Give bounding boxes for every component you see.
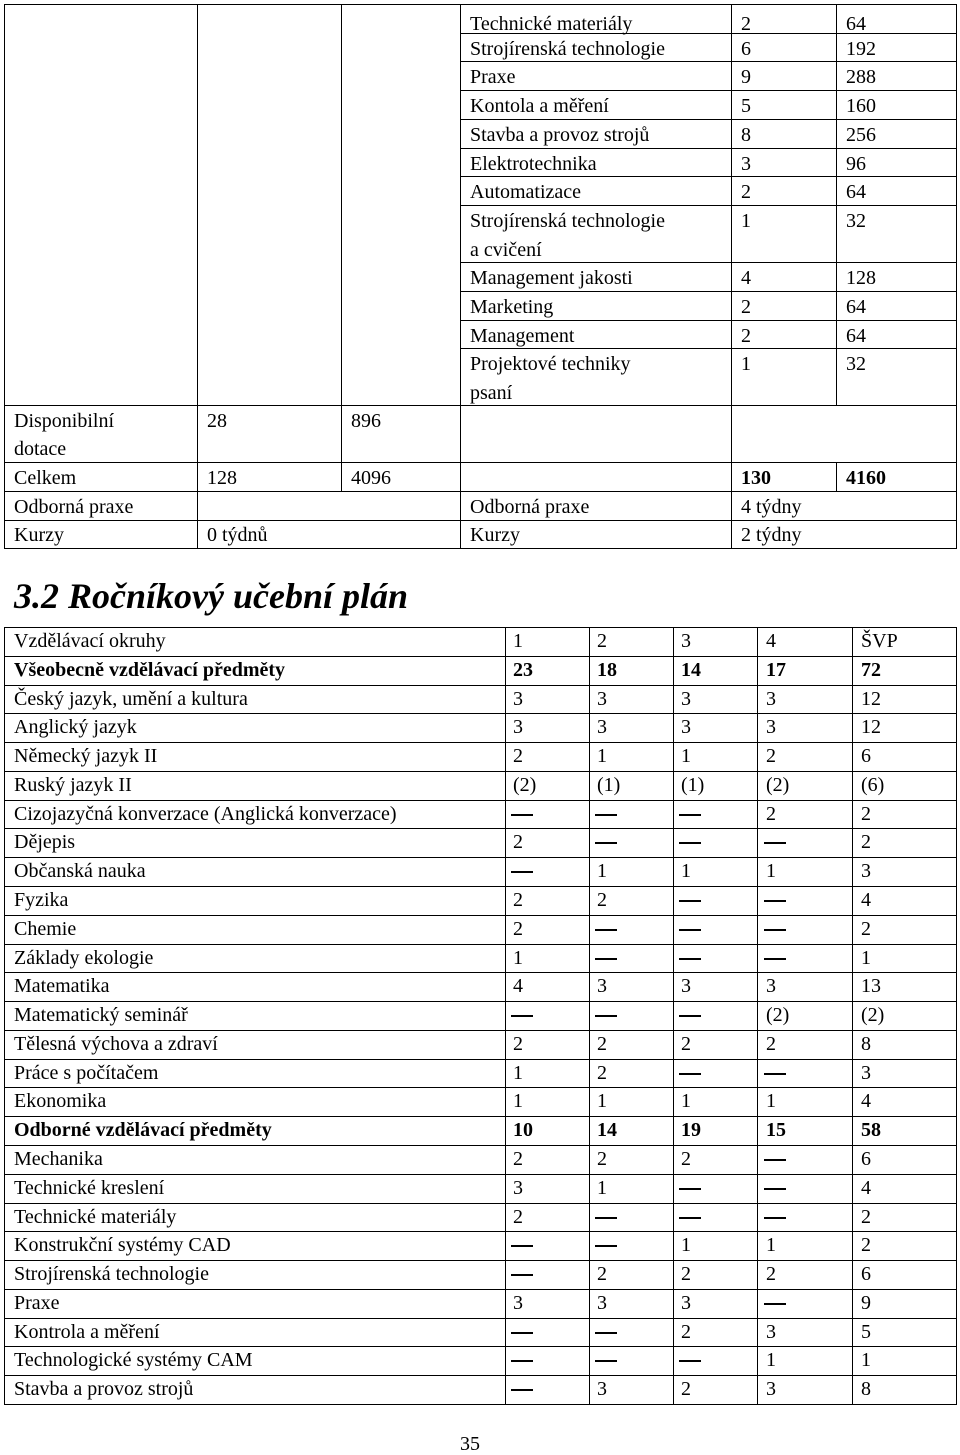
subject-name: Praxe: [14, 1292, 60, 1314]
hours-cell: 8: [861, 1378, 871, 1400]
hours-cell: 2: [766, 1263, 776, 1285]
hours-cell: 3: [597, 1378, 607, 1400]
hours-cell: 10: [513, 1119, 533, 1141]
hours-cell: 3: [861, 860, 871, 882]
weekly-hours: 1: [741, 353, 751, 375]
dash-mark: [595, 929, 617, 931]
hours-cell: 2: [597, 1062, 607, 1084]
hours-cell: (2): [766, 1004, 790, 1026]
weekly-hours: 2: [741, 325, 751, 347]
table-border: [852, 627, 853, 1405]
hours-cell: 4: [861, 1090, 871, 1112]
hours-cell: 3: [513, 1292, 523, 1314]
dash-mark: [764, 1073, 786, 1075]
hours-cell: 1: [597, 745, 607, 767]
dash-mark: [679, 814, 701, 816]
hours-cell: 19: [681, 1119, 701, 1141]
dash-mark: [595, 842, 617, 844]
hours-cell: 2: [513, 1148, 523, 1170]
hours-cell: 2: [766, 803, 776, 825]
column-header-year: ŠVP: [861, 630, 898, 652]
weekly-hours: 1: [741, 210, 751, 232]
table-border: [4, 1030, 957, 1031]
dash-mark: [511, 1332, 533, 1334]
weekly-hours: 128: [207, 467, 237, 489]
total-hours: 64: [846, 181, 866, 203]
dash-mark: [511, 1245, 533, 1247]
subject-name: Automatizace: [470, 181, 582, 203]
column-header-year: 2: [597, 630, 607, 652]
dash-mark: [511, 1360, 533, 1362]
table-border: [589, 627, 590, 1405]
dash-mark: [595, 1217, 617, 1219]
hours-cell: 2: [513, 918, 523, 940]
hours-cell: 23: [513, 659, 533, 681]
dash-mark: [679, 1073, 701, 1075]
subject-name: Tělesná výchova a zdraví: [14, 1033, 218, 1055]
subject-name: Strojírenská technologie: [470, 38, 665, 60]
dash-mark: [679, 1217, 701, 1219]
dash-mark: [511, 1389, 533, 1391]
subject-name: Technické materiály: [470, 13, 633, 35]
hours-cell: (6): [861, 774, 885, 796]
total-hours: 64: [846, 13, 866, 35]
table-border: [4, 1318, 957, 1319]
hours-cell: 3: [681, 975, 691, 997]
table-border: [505, 627, 506, 1405]
total-hours: 64: [846, 325, 866, 347]
subject-name: Matematický seminář: [14, 1004, 188, 1026]
table-border: [4, 944, 957, 945]
total-hours: 64: [846, 296, 866, 318]
subject-name: Kontrola a měření: [14, 1321, 160, 1343]
hours-cell: 3: [681, 688, 691, 710]
hours-cell: 3: [681, 1292, 691, 1314]
subject-name: Kontola a měření: [470, 95, 609, 117]
hours-cell: 1: [513, 1090, 523, 1112]
hours-cell: 2: [513, 889, 523, 911]
subject-name: Český jazyk, umění a kultura: [14, 688, 248, 710]
hours-cell: 1: [681, 860, 691, 882]
dash-mark: [679, 842, 701, 844]
dash-mark: [595, 958, 617, 960]
row-label: Kurzy: [470, 524, 520, 546]
column-header-year: 3: [681, 630, 691, 652]
hours-cell: (2): [766, 774, 790, 796]
weekly-hours: 4: [741, 267, 751, 289]
total-hours: 32: [846, 353, 866, 375]
table-border: [4, 1203, 957, 1204]
hours-cell: 6: [861, 1263, 871, 1285]
hours-cell: 2: [513, 745, 523, 767]
subject-name: psaní: [470, 382, 513, 404]
total-hours: 32: [846, 210, 866, 232]
table-border: [4, 685, 957, 686]
hours-cell: 3: [513, 716, 523, 738]
hours-cell: 3: [513, 1177, 523, 1199]
hours-cell: 3: [861, 1062, 871, 1084]
hours-cell: 1: [766, 1349, 776, 1371]
column-header-year: 1: [513, 630, 523, 652]
hours-cell: 8: [861, 1033, 871, 1055]
duration-value: 4 týdny: [741, 496, 802, 518]
hours-cell: 12: [861, 716, 881, 738]
subject-name: Občanská nauka: [14, 860, 146, 882]
dash-mark: [511, 814, 533, 816]
subject-name: Elektrotechnika: [470, 153, 597, 175]
subject-name: Odborné vzdělávací předměty: [14, 1119, 272, 1141]
dash-mark: [764, 900, 786, 902]
hours-cell: 14: [597, 1119, 617, 1141]
dash-mark: [511, 1015, 533, 1017]
table-border: [4, 1174, 957, 1175]
subject-name: Marketing: [470, 296, 554, 318]
subject-name: Chemie: [14, 918, 77, 940]
subject-name: Práce s počítačem: [14, 1062, 159, 1084]
column-header-area: Vzdělávací okruhy: [14, 630, 166, 652]
hours-cell: 12: [861, 688, 881, 710]
hours-cell: 2: [766, 745, 776, 767]
table-border: [757, 627, 758, 1405]
hours-cell: 2: [861, 803, 871, 825]
subject-name: Stavba a provoz strojů: [14, 1378, 194, 1400]
hours-cell: 15: [766, 1119, 786, 1141]
subject-name: Praxe: [470, 66, 516, 88]
hours-cell: 2: [861, 1234, 871, 1256]
row-label: Odborná praxe: [14, 496, 134, 518]
column-header-year: 4: [766, 630, 776, 652]
hours-cell: 3: [766, 688, 776, 710]
hours-cell: 6: [861, 745, 871, 767]
hours-cell: 1: [861, 947, 871, 969]
hours-cell: 2: [861, 1206, 871, 1228]
hours-cell: 1: [681, 1090, 691, 1112]
hours-cell: 17: [766, 659, 786, 681]
hours-cell: 3: [597, 716, 607, 738]
hours-cell: 4: [513, 975, 523, 997]
hours-cell: 2: [681, 1033, 691, 1055]
dash-mark: [764, 1303, 786, 1305]
total-hours: 160: [846, 95, 876, 117]
hours-cell: 2: [681, 1263, 691, 1285]
hours-cell: 2: [597, 1033, 607, 1055]
total-hours: 4160: [846, 467, 886, 489]
duration-value: 0 týdnů: [207, 524, 268, 546]
hours-cell: 2: [513, 831, 523, 853]
subject-name: Ekonomika: [14, 1090, 107, 1112]
hours-cell: 1: [513, 1062, 523, 1084]
subject-name: Základy ekologie: [14, 947, 154, 969]
hours-cell: 9: [861, 1292, 871, 1314]
hours-cell: 2: [597, 889, 607, 911]
hours-cell: 1: [597, 1090, 607, 1112]
hours-cell: 4: [861, 889, 871, 911]
hours-cell: (2): [513, 774, 537, 796]
row-label: Odborná praxe: [470, 496, 590, 518]
hours-cell: 2: [766, 1033, 776, 1055]
subject-name: Mechanika: [14, 1148, 103, 1170]
table-border: [956, 627, 957, 1405]
table-border: [4, 1375, 957, 1376]
hours-cell: 18: [597, 659, 617, 681]
total-hours: 896: [351, 410, 381, 432]
weekly-hours: 2: [741, 181, 751, 203]
hours-cell: 3: [597, 1292, 607, 1314]
row-label: Celkem: [14, 467, 77, 489]
weekly-hours: 6: [741, 38, 751, 60]
total-hours: 288: [846, 66, 876, 88]
section-heading: 3.2 Ročníkový učební plán: [14, 576, 408, 616]
hours-cell: 3: [766, 975, 776, 997]
subject-name: Technické kreslení: [14, 1177, 165, 1199]
subject-name: Technické materiály: [14, 1206, 177, 1228]
subject-name: Technologické systémy CAM: [14, 1349, 253, 1371]
hours-cell: 2: [861, 918, 871, 940]
dash-mark: [764, 929, 786, 931]
hours-cell: 1: [766, 860, 776, 882]
subject-name: Strojírenská technologie: [14, 1263, 209, 1285]
hours-cell: 3: [766, 1378, 776, 1400]
hours-cell: 1: [597, 1177, 607, 1199]
weekly-hours: 130: [741, 467, 771, 489]
hours-cell: 3: [766, 1321, 776, 1343]
subject-name: Management jakosti: [470, 267, 633, 289]
hours-cell: (1): [597, 774, 621, 796]
weekly-hours: 5: [741, 95, 751, 117]
row-label: Kurzy: [14, 524, 64, 546]
subject-name: Anglický jazyk: [14, 716, 137, 738]
table-border: [4, 656, 957, 657]
duration-value: 2 týdny: [741, 524, 802, 546]
page-number: 35: [460, 1433, 480, 1455]
hours-cell: 1: [513, 947, 523, 969]
hours-cell: 2: [681, 1321, 691, 1343]
table-border: [4, 1116, 957, 1117]
table-border: [4, 1404, 957, 1405]
subject-name: Ruský jazyk II: [14, 774, 132, 796]
hours-cell: 13: [861, 975, 881, 997]
table-border: [4, 1289, 957, 1290]
subject-name: Strojírenská technologie: [470, 210, 665, 232]
dash-mark: [595, 1015, 617, 1017]
dash-mark: [679, 900, 701, 902]
dash-mark: [679, 1360, 701, 1362]
dash-mark: [511, 1274, 533, 1276]
table-border: [4, 857, 957, 858]
row-label: Disponibilní: [14, 410, 115, 432]
hours-cell: 1: [766, 1234, 776, 1256]
total-hours: 96: [846, 153, 866, 175]
subject-name: Konstrukční systémy CAD: [14, 1234, 231, 1256]
table-border: [4, 1087, 957, 1088]
table-border: [4, 972, 957, 973]
hours-cell: 3: [681, 716, 691, 738]
row-label: dotace: [14, 438, 67, 460]
dash-mark: [764, 1188, 786, 1190]
subject-name: Všeobecně vzdělávací předměty: [14, 659, 286, 681]
subject-name: Matematika: [14, 975, 110, 997]
subject-name: Fyzika: [14, 889, 69, 911]
total-hours: 192: [846, 38, 876, 60]
dash-mark: [679, 1015, 701, 1017]
weekly-hours: 9: [741, 66, 751, 88]
hours-cell: 2: [513, 1206, 523, 1228]
dash-mark: [764, 1159, 786, 1161]
table-border: [673, 627, 674, 1405]
dash-mark: [595, 1245, 617, 1247]
table-border: [4, 1231, 957, 1232]
hours-cell: 58: [861, 1119, 881, 1141]
hours-cell: 2: [681, 1148, 691, 1170]
hours-cell: 2: [681, 1378, 691, 1400]
hours-cell: (1): [681, 774, 705, 796]
table-border: [4, 800, 957, 801]
dash-mark: [764, 958, 786, 960]
dash-mark: [595, 1360, 617, 1362]
hours-cell: (2): [861, 1004, 885, 1026]
dash-mark: [764, 1217, 786, 1219]
hours-cell: 1: [681, 745, 691, 767]
hours-cell: 3: [597, 688, 607, 710]
hours-cell: 1: [597, 860, 607, 882]
hours-cell: 14: [681, 659, 701, 681]
hours-cell: 1: [766, 1090, 776, 1112]
table-border: [4, 627, 5, 1405]
table-border: [4, 627, 957, 628]
total-hours: 4096: [351, 467, 391, 489]
table-border: [4, 771, 957, 772]
subject-name: Dějepis: [14, 831, 76, 853]
table-border: [4, 886, 957, 887]
dash-mark: [595, 1332, 617, 1334]
dash-mark: [511, 871, 533, 873]
dash-mark: [679, 958, 701, 960]
hours-cell: 3: [597, 975, 607, 997]
hours-cell: 2: [861, 831, 871, 853]
table-border: [4, 1001, 957, 1002]
hours-cell: 2: [513, 1033, 523, 1055]
subject-name: Stavba a provoz strojů: [470, 124, 650, 146]
hours-cell: 5: [861, 1321, 871, 1343]
hours-cell: 1: [681, 1234, 691, 1256]
hours-cell: 2: [597, 1148, 607, 1170]
hours-cell: 4: [861, 1177, 871, 1199]
table-border: [4, 1145, 957, 1146]
weekly-hours: 2: [741, 296, 751, 318]
table-border: [4, 915, 957, 916]
hours-cell: 3: [513, 688, 523, 710]
table-border: [4, 828, 957, 829]
weekly-hours: 28: [207, 410, 227, 432]
dash-mark: [764, 842, 786, 844]
table-border: [4, 713, 957, 714]
total-hours: 256: [846, 124, 876, 146]
dash-mark: [679, 1188, 701, 1190]
hours-cell: 1: [861, 1349, 871, 1371]
subject-name: a cvičení: [470, 239, 542, 261]
dash-mark: [595, 814, 617, 816]
subject-name: Německý jazyk II: [14, 745, 158, 767]
weekly-hours: 8: [741, 124, 751, 146]
table-border: [4, 1260, 957, 1261]
hours-cell: 6: [861, 1148, 871, 1170]
weekly-hours: 2: [741, 13, 751, 35]
total-hours: 128: [846, 267, 876, 289]
hours-cell: 3: [766, 716, 776, 738]
weekly-hours: 3: [741, 153, 751, 175]
subject-name: Cizojazyčná konverzace (Anglická konverzace): [14, 803, 397, 825]
hours-cell: 2: [597, 1263, 607, 1285]
subject-name: Management: [470, 325, 575, 347]
dash-mark: [679, 929, 701, 931]
table-border: [4, 1059, 957, 1060]
hours-cell: 72: [861, 659, 881, 681]
table-border: [4, 1346, 957, 1347]
subject-name: Projektové techniky: [470, 353, 631, 375]
table-border: [4, 742, 957, 743]
